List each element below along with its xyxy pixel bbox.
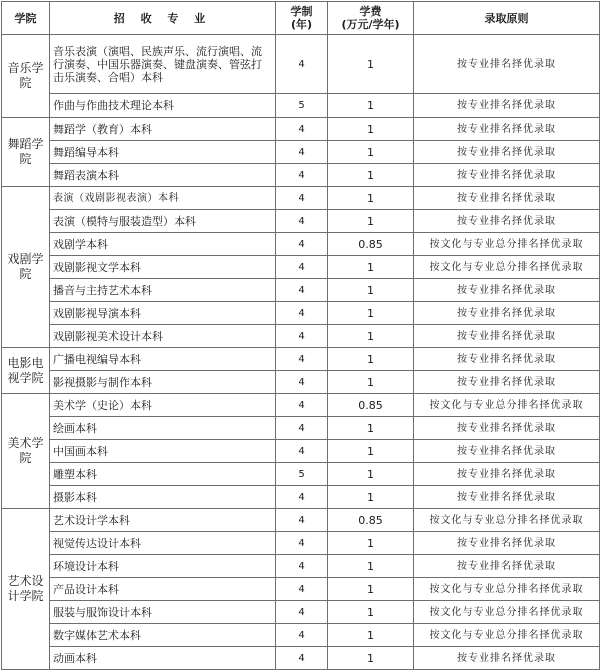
rule-cell: 按专业排名择优录取 (414, 94, 600, 118)
rule-cell: 按文化与专业总分排名择优录取 (414, 233, 600, 256)
major-cell: 环境设计本科 (50, 555, 276, 578)
table-row (2, 302, 600, 325)
major-cell: 产品设计本科 (50, 578, 276, 601)
years-cell: 4 (276, 371, 328, 394)
years-cell: 4 (276, 348, 328, 371)
fee-cell: 1 (328, 187, 414, 210)
fee-cell: 1 (328, 210, 414, 233)
table-row (2, 256, 600, 279)
major-cell: 视觉传达设计本科 (50, 532, 276, 555)
years-cell: 4 (276, 35, 328, 94)
fee-cell: 1 (328, 279, 414, 302)
rule-cell: 按专业排名择优录取 (414, 187, 600, 210)
fee-cell: 1 (328, 94, 414, 118)
major-cell: 戏剧学本科 (50, 233, 276, 256)
table-body (2, 35, 600, 670)
years-cell: 4 (276, 164, 328, 187)
college-cell: 美术学院 (2, 394, 50, 509)
fee-cell: 0.85 (328, 394, 414, 417)
major-cell: 美术学（史论）本科 (50, 394, 276, 417)
major-cell: 舞蹈学（教育）本科 (50, 118, 276, 141)
years-cell: 4 (276, 256, 328, 279)
header-years (276, 2, 328, 35)
major-cell: 动画本科 (50, 647, 276, 670)
major-cell: 服装与服饰设计本科 (50, 601, 276, 624)
rule-cell: 按专业排名择优录取 (414, 210, 600, 233)
fee-cell: 1 (328, 532, 414, 555)
header-fee (328, 2, 414, 35)
college-cell: 艺术设计学院 (2, 509, 50, 670)
college-cell: 舞蹈学院 (2, 118, 50, 187)
fee-cell: 1 (328, 578, 414, 601)
rule-cell: 按专业排名择优录取 (414, 35, 600, 94)
years-cell: 4 (276, 601, 328, 624)
rule-cell: 按专业排名择优录取 (414, 463, 600, 486)
header-rule: 录取原则 (414, 2, 600, 35)
major-cell: 戏剧影视文学本科 (50, 256, 276, 279)
table-row (2, 417, 600, 440)
table-row (2, 141, 600, 164)
major-cell: 戏剧影视美术设计本科 (50, 325, 276, 348)
years-cell: 4 (276, 279, 328, 302)
rule-cell: 按文化与专业总分排名择优录取 (414, 578, 600, 601)
rule-cell: 按专业排名择优录取 (414, 647, 600, 670)
major-cell: 艺术设计学本科 (50, 509, 276, 532)
rule-cell: 按文化与专业总分排名择优录取 (414, 624, 600, 647)
major-cell: 戏剧影视导演本科 (50, 302, 276, 325)
years-cell: 4 (276, 440, 328, 463)
header-row (2, 2, 600, 35)
years-cell: 4 (276, 141, 328, 164)
rule-cell: 按文化与专业总分排名择优录取 (414, 601, 600, 624)
major-cell: 舞蹈表演本科 (50, 164, 276, 187)
years-cell: 4 (276, 509, 328, 532)
rule-cell: 按专业排名择优录取 (414, 118, 600, 141)
years-cell: 4 (276, 302, 328, 325)
table-row (2, 279, 600, 302)
college-cell: 电影电视学院 (2, 348, 50, 394)
years-cell: 4 (276, 532, 328, 555)
years-cell: 4 (276, 187, 328, 210)
table-row (2, 187, 600, 210)
rule-cell: 按专业排名择优录取 (414, 164, 600, 187)
years-cell: 5 (276, 463, 328, 486)
rule-cell: 按专业排名择优录取 (414, 302, 600, 325)
fee-cell: 0.85 (328, 509, 414, 532)
fee-cell: 1 (328, 35, 414, 94)
header-years-text: 学制 (年) (290, 5, 313, 31)
college-cell: 戏剧学院 (2, 187, 50, 348)
major-cell: 摄影本科 (50, 486, 276, 509)
fee-cell: 1 (328, 302, 414, 325)
years-cell: 4 (276, 555, 328, 578)
fee-cell: 0.85 (328, 233, 414, 256)
table-row (2, 371, 600, 394)
years-cell: 4 (276, 624, 328, 647)
fee-cell: 1 (328, 486, 414, 509)
major-cell: 作曲与作曲技术理论本科 (50, 94, 276, 118)
major-cell: 中国画本科 (50, 440, 276, 463)
table-row (2, 325, 600, 348)
rule-cell: 按专业排名择优录取 (414, 141, 600, 164)
fee-cell: 1 (328, 325, 414, 348)
fee-cell: 1 (328, 624, 414, 647)
major-cell: 雕塑本科 (50, 463, 276, 486)
years-cell: 4 (276, 325, 328, 348)
fee-cell: 1 (328, 417, 414, 440)
rule-cell: 按文化与专业总分排名择优录取 (414, 509, 600, 532)
rule-cell: 按文化与专业总分排名择优录取 (414, 256, 600, 279)
major-cell: 影视摄影与制作本科 (50, 371, 276, 394)
admissions-table (1, 1, 600, 670)
table-row (2, 233, 600, 256)
table-row (2, 509, 600, 532)
years-cell: 4 (276, 118, 328, 141)
table-row (2, 118, 600, 141)
table-row (2, 94, 600, 118)
years-cell: 4 (276, 233, 328, 256)
rule-cell: 按专业排名择优录取 (414, 486, 600, 509)
years-cell: 4 (276, 417, 328, 440)
table-row (2, 394, 600, 417)
years-cell: 4 (276, 210, 328, 233)
table-row (2, 348, 600, 371)
fee-cell: 1 (328, 440, 414, 463)
rule-cell: 按专业排名择优录取 (414, 440, 600, 463)
header-major: 招 收 专 业 (50, 2, 276, 35)
fee-cell: 1 (328, 164, 414, 187)
years-cell: 4 (276, 486, 328, 509)
fee-cell: 1 (328, 118, 414, 141)
fee-cell: 1 (328, 371, 414, 394)
table-row (2, 532, 600, 555)
table-row (2, 440, 600, 463)
years-cell: 4 (276, 578, 328, 601)
table-row (2, 555, 600, 578)
rule-cell: 按专业排名择优录取 (414, 279, 600, 302)
rule-cell: 按专业排名择优录取 (414, 348, 600, 371)
table-row (2, 463, 600, 486)
header-college: 学院 (2, 2, 50, 35)
years-cell: 5 (276, 94, 328, 118)
major-cell: 音乐表演（演唱、民族声乐、流行演唱、流行演奏、中国乐器演奏、键盘演奏、管弦打击乐演奏、合唱）本科 (50, 35, 276, 94)
major-cell: 广播电视编导本科 (50, 348, 276, 371)
major-cell: 表演（戏剧影视表演）本科 (50, 187, 276, 210)
college-cell: 音乐学院 (2, 35, 50, 118)
years-cell: 4 (276, 647, 328, 670)
fee-cell: 1 (328, 647, 414, 670)
fee-cell: 1 (328, 463, 414, 486)
header-fee-text: 学费 (万元/学年) (341, 5, 400, 31)
rule-cell: 按专业排名择优录取 (414, 555, 600, 578)
major-cell: 数字媒体艺术本科 (50, 624, 276, 647)
table-row (2, 647, 600, 670)
major-cell: 舞蹈编导本科 (50, 141, 276, 164)
major-cell: 绘画本科 (50, 417, 276, 440)
table-row (2, 624, 600, 647)
table-row (2, 210, 600, 233)
years-cell: 4 (276, 394, 328, 417)
fee-cell: 1 (328, 348, 414, 371)
major-cell: 播音与主持艺术本科 (50, 279, 276, 302)
fee-cell: 1 (328, 141, 414, 164)
fee-cell: 1 (328, 256, 414, 279)
table-row (2, 601, 600, 624)
rule-cell: 按专业排名择优录取 (414, 325, 600, 348)
rule-cell: 按专业排名择优录取 (414, 532, 600, 555)
major-cell: 表演（模特与服装造型）本科 (50, 210, 276, 233)
rule-cell: 按文化与专业总分排名择优录取 (414, 394, 600, 417)
fee-cell: 1 (328, 601, 414, 624)
fee-cell: 1 (328, 555, 414, 578)
table-row (2, 486, 600, 509)
table-row (2, 164, 600, 187)
table-row (2, 578, 600, 601)
rule-cell: 按专业排名择优录取 (414, 371, 600, 394)
rule-cell: 按专业排名择优录取 (414, 417, 600, 440)
table-row (2, 35, 600, 94)
